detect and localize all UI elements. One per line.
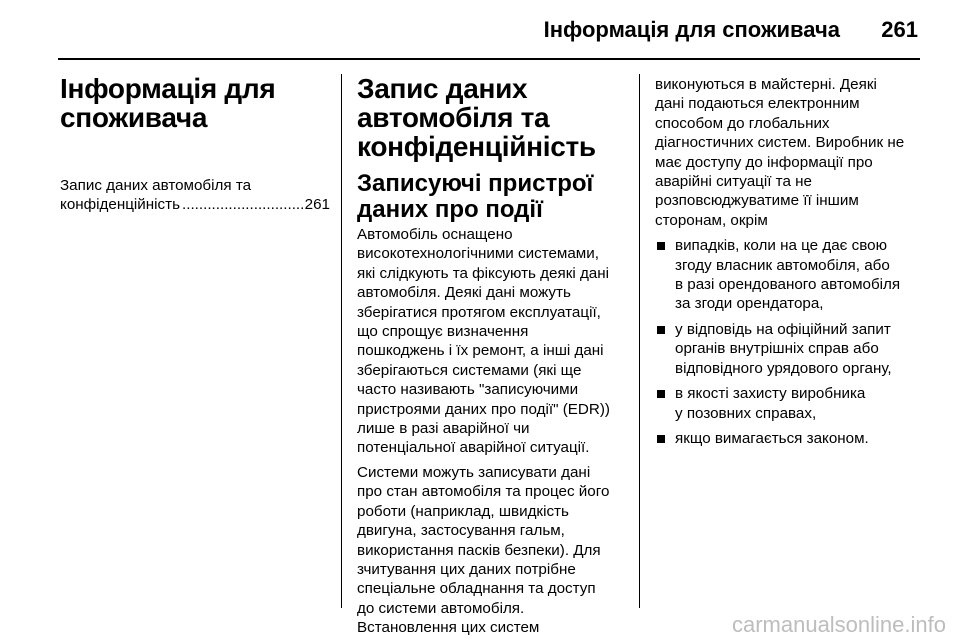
list-item [655,236,923,314]
text-line: до системи автомобіля. [357,599,525,617]
chapter-title [60,74,330,132]
section-title-line: автомобіля та [357,102,550,133]
paragraph [655,75,923,230]
text-line: у відповідь на офіційний запит [675,320,891,338]
bullet-square-icon [657,326,665,334]
text-line: роботи (наприклад, швидкість [357,502,569,520]
text-line: зберігатися протягом експлуатації, [357,303,601,321]
text-line: згоду власник автомобіля, або [675,256,890,274]
text-line: використання пасків безпеки). Для [357,541,601,559]
text-line: органів внутрішніх справ або [675,340,879,358]
toc-entry-label: конфіденційність [60,196,180,214]
text-line: сторонам, окрім [655,211,768,229]
running-header-title: Інформація для споживача [543,17,840,42]
text-line: виконуються в майстерні. Деякі [655,76,877,93]
text-line: способом до глобальних [655,114,830,132]
text-line: високотехнологічними системами, [357,245,599,263]
text-line: про стан автомобіля та процес його [357,483,610,501]
subsection-title-line: Записуючі пристрої [357,170,594,197]
section-title-line: Запис даних [357,73,528,104]
text-line: потенціальної аварійної ситуації. [357,439,590,457]
paragraph [357,225,629,458]
text-line: що спрощує визначення [357,323,529,341]
text-line: автомобіля. Деякі дані можуть [357,284,571,302]
text-line: дані подаються електронним [655,95,860,113]
toc-leader-dots [182,195,303,214]
text-line: зберігаються системами (які ще [357,361,582,379]
continued-column [655,75,923,448]
text-line: якщо вимагається законом. [675,429,869,447]
text-line: пристроями даних про події" (EDR)) [357,400,610,418]
text-line: відповідного урядового органу, [675,359,892,377]
text-line: Встановлення цих систем [357,619,540,637]
text-line: у позовних справах, [675,404,817,422]
toc-entry-page: 261 [304,196,330,214]
chapter-toc [60,74,330,215]
text-line: спеціальне обладнання та доступ [357,580,596,598]
column-divider [639,74,640,608]
chapter-title-line: споживача [60,102,208,133]
text-line: пошкоджень і їх ремонт, а інші дані [357,342,604,360]
text-line: аварійні ситуації та не [655,173,812,191]
text-line: за згоди орендатора, [675,295,824,313]
section-title [357,74,629,161]
text-line: розповсюджуватиме її іншим [655,192,859,210]
chapter-title-line: Інформація для [60,73,276,104]
toc-entry-label: Запис даних автомобіля та [60,177,252,194]
text-line: двигуна, застосування гальм, [357,522,565,540]
subsection-title-line: даних про події [357,196,543,223]
subsection-title [357,171,629,223]
bullet-square-icon [657,242,665,250]
header-rule [58,58,920,60]
text-line: Автомобіль оснащено [357,226,513,243]
list-item [655,429,923,448]
bullet-list [655,236,923,448]
paragraph [357,463,629,638]
text-line: Системи можуть записувати дані [357,463,591,481]
text-line: в якості захисту виробника [675,385,866,403]
toc-entry[interactable] [60,176,330,215]
section-title-line: конфіденційність [357,131,596,162]
bullet-square-icon [657,435,665,443]
text-line: діагностичних систем. Виробник не [655,134,905,152]
page-number: 261 [881,17,918,42]
text-line: випадків, коли на це дає свою [675,237,887,255]
text-line: часто називають "записуючими [357,381,579,399]
text-line: лише в разі аварійної чи [357,420,530,438]
watermark: carmanualsonline.info [731,612,946,637]
list-item [655,320,923,378]
text-line: зчитування цих даних потрібне [357,560,576,578]
text-line: в разі орендованого автомобіля [675,276,901,294]
bullet-square-icon [657,390,665,398]
column-divider [341,74,342,608]
main-column [357,74,629,638]
list-item [655,384,923,423]
text-line: які слідкують та фіксують деякі дані [357,264,610,282]
text-line: має доступу до інформації про [655,153,873,171]
